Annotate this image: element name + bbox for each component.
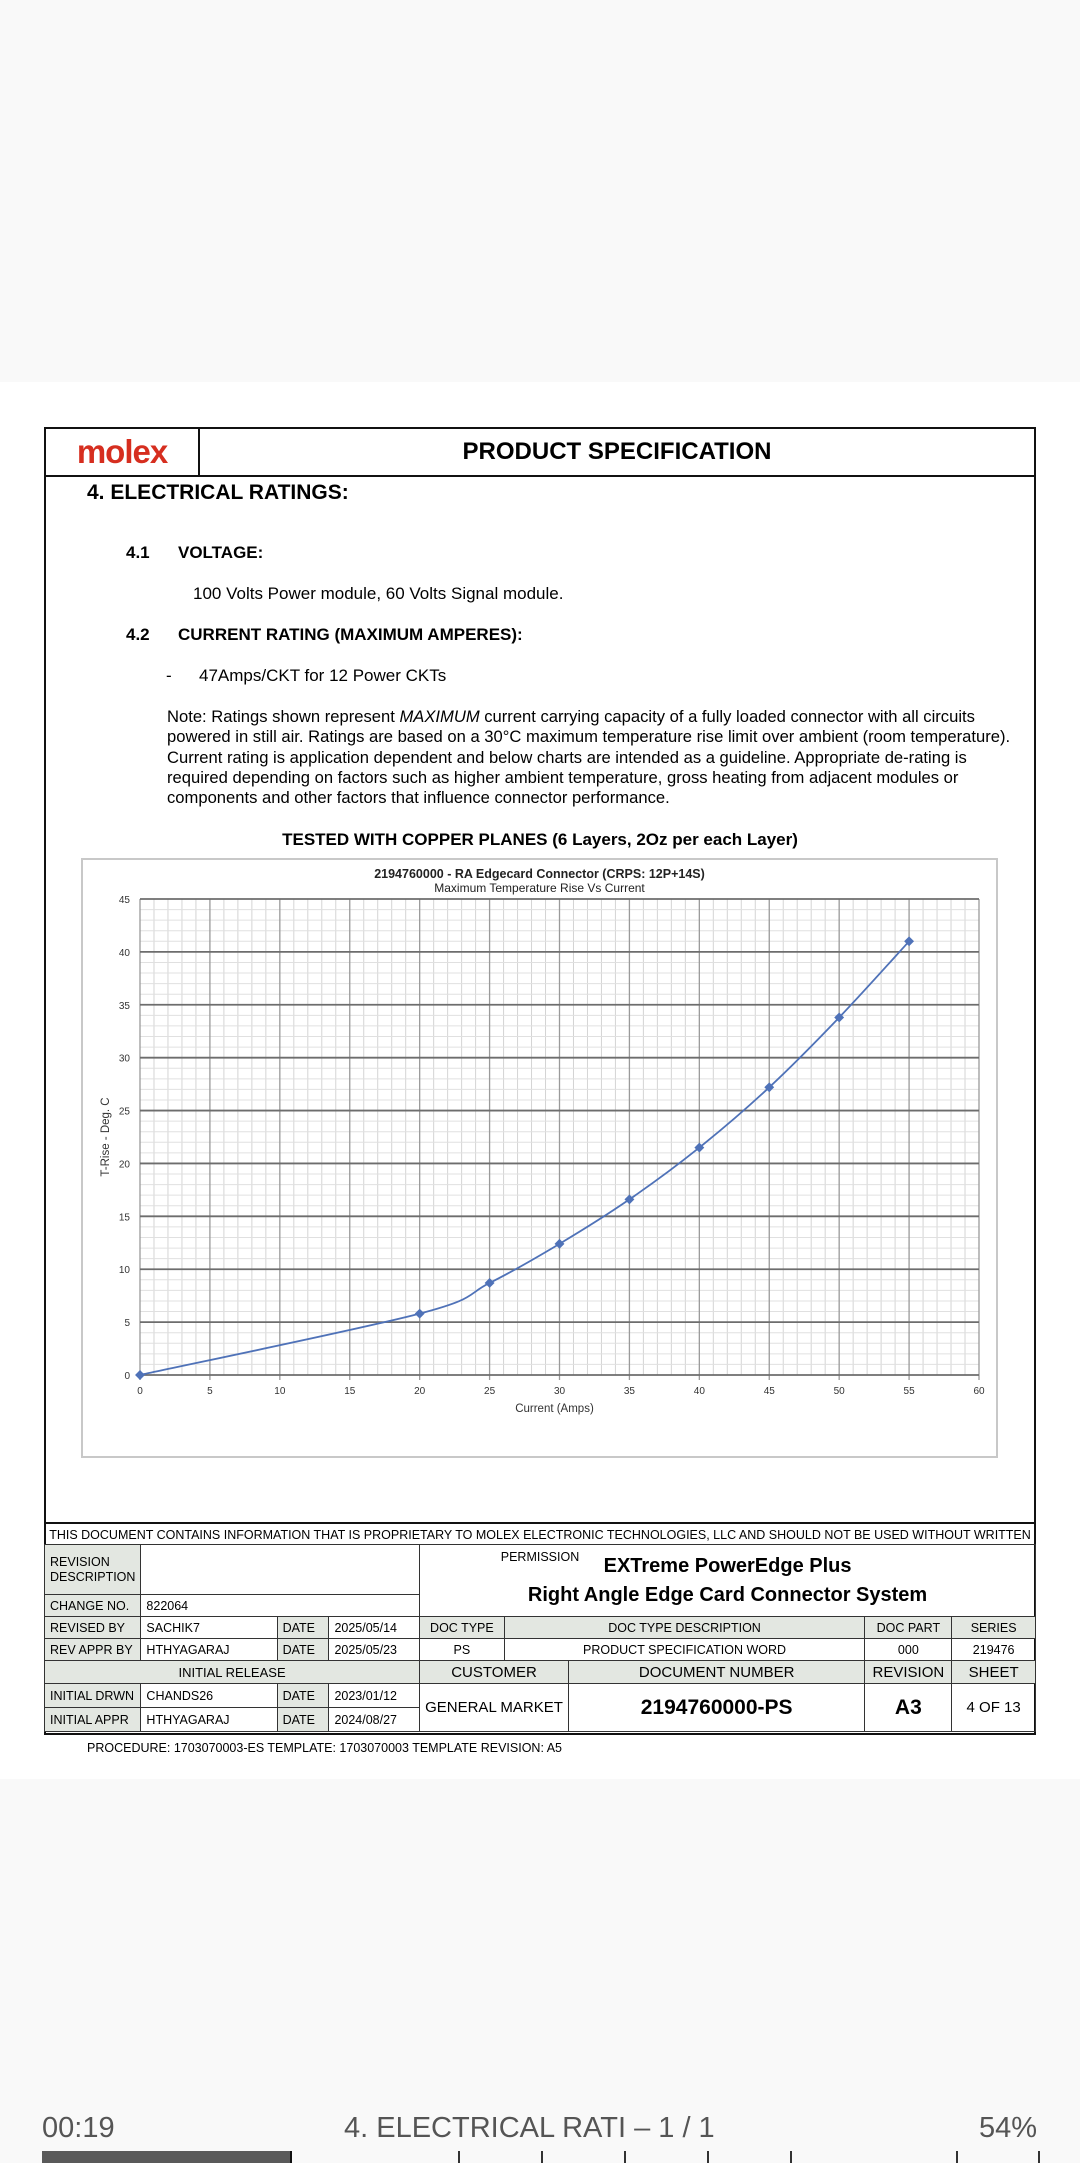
revised-by-label: REVISED BY [45, 1617, 141, 1639]
doc-type-desc-label: DOC TYPE DESCRIPTION [504, 1617, 865, 1639]
sheet-label: SHEET [952, 1661, 1036, 1684]
x-tick-label: 0 [137, 1386, 143, 1397]
section-heading: 4. ELECTRICAL RATINGS: [87, 481, 349, 504]
initial-drwn-value: CHANDS26 [141, 1684, 277, 1708]
data-point-marker [135, 1370, 145, 1380]
reader-status-bar [0, 2112, 1080, 2163]
chapter-tick [541, 2151, 543, 2163]
current-chapter-title: 4. ELECTRICAL RATI – 1 / 1 [344, 2112, 715, 2144]
chapter-tick [790, 2151, 792, 2163]
reading-progress-bar[interactable] [42, 2151, 1038, 2163]
note-body: current carrying capacity of a fully loaded connector with all circuits powered in still air. Ratings are based on a 30°C maximum temperature rise limit over ambient (room temperature). Current rating is application dependent and below charts are intended as a guideline. Appropriate de-rating is required depending on factors such as higher ambient temperature, gross heating from adjacent modules or components and other factors that influence connector performance. [167, 707, 1011, 808]
note-prefix: Note: Ratings shown represent [167, 707, 400, 726]
product-title-line2: Right Angle Edge Card Connector System [527, 1583, 928, 1606]
sheet-value: 4 OF 13 [952, 1684, 1036, 1732]
chart-plot [83, 860, 1000, 1460]
doc-type-value: PS [420, 1639, 505, 1661]
progress-fill [42, 2151, 292, 2163]
current-bullet: - [166, 666, 172, 685]
y-tick-label: 25 [118, 1106, 130, 1118]
product-title-line1: EXTreme PowerEdge Plus [603, 1554, 852, 1577]
current-number: 4.2 [126, 625, 150, 644]
y-tick-label: 10 [118, 1265, 130, 1277]
current-title: CURRENT RATING (MAXIMUM AMPERES): [178, 625, 523, 644]
y-axis-label: T-Rise - Deg. C [100, 1097, 112, 1177]
header-title: PRODUCT SPECIFICATION [462, 438, 772, 465]
proprietary-notice: THIS DOCUMENT CONTAINS INFORMATION THAT IS PROPRIETARY TO MOLEX ELECTRONIC TECHNOLOGIES, LLC AND SHOULD NOT BE USED WITHOUT WRITTEN PERMISSION [44, 1522, 1036, 1544]
rev-appr-date-label: DATE [277, 1639, 329, 1661]
initial-drwn-date-label: DATE [277, 1684, 329, 1708]
y-tick-label: 15 [118, 1212, 130, 1224]
document-header [44, 427, 1036, 477]
temperature-rise-chart [81, 858, 998, 1458]
customer-label: CUSTOMER [420, 1661, 569, 1684]
x-tick-label: 5 [207, 1386, 213, 1397]
initial-appr-date-value: 2024/08/27 [329, 1708, 420, 1732]
x-tick-label: 45 [763, 1386, 775, 1397]
document-number-value: 2194760000-PS [568, 1684, 865, 1732]
x-tick-label: 60 [973, 1386, 985, 1397]
initial-appr-value: HTHYAGARAJ [141, 1708, 277, 1732]
title-block [44, 1544, 1036, 1732]
change-no-label: CHANGE NO. [45, 1595, 141, 1617]
series-value: 219476 [952, 1639, 1036, 1661]
doc-type-label: DOC TYPE [420, 1617, 505, 1639]
x-tick-label: 30 [553, 1386, 566, 1397]
voltage-number: 4.1 [126, 543, 150, 562]
initial-drwn-label: INITIAL DRWN [45, 1684, 141, 1708]
x-tick-label: 20 [414, 1386, 426, 1397]
voltage-title: VOLTAGE: [178, 543, 264, 562]
series-label: SERIES [952, 1617, 1036, 1639]
chapter-tick [624, 2151, 626, 2163]
revision-description-label: REVISION DESCRIPTION [45, 1545, 141, 1595]
data-point-marker [555, 1239, 565, 1249]
x-tick-label: 50 [833, 1386, 845, 1397]
revised-date-value: 2025/05/14 [329, 1617, 420, 1639]
y-tick-label: 35 [118, 1000, 130, 1012]
chapter-tick [956, 2151, 958, 2163]
x-tick-label: 15 [344, 1386, 356, 1397]
rev-appr-value: HTHYAGARAJ [141, 1639, 277, 1661]
revision-description-value [141, 1545, 420, 1595]
x-tick-label: 10 [274, 1386, 286, 1397]
y-tick-label: 5 [124, 1318, 130, 1330]
clock: 00:19 [42, 2112, 115, 2144]
voltage-text: 100 Volts Power module, 60 Volts Signal module. [193, 584, 564, 603]
current-item: 47Amps/CKT for 12 Power CKTs [199, 666, 447, 685]
molex-logo: molex [76, 433, 168, 470]
chapter-tick [1038, 2151, 1040, 2163]
series-line [140, 941, 909, 1375]
y-tick-label: 20 [118, 1159, 130, 1171]
procedure-line: PROCEDURE: 1703070003-ES TEMPLATE: 1703070003 TEMPLATE REVISION: A5 [87, 1741, 562, 1755]
product-title [420, 1545, 1036, 1617]
initial-appr-date-label: DATE [277, 1708, 329, 1732]
x-axis-label: Current (Amps) [515, 1403, 594, 1415]
doc-type-desc-value: PRODUCT SPECIFICATION WORD [504, 1639, 865, 1661]
chart-title: 2194760000 - RA Edgecard Connector (CRPS: 12P+14S) [374, 867, 705, 881]
y-tick-label: 0 [124, 1371, 130, 1382]
doc-part-value: 000 [865, 1639, 952, 1661]
data-point-marker [415, 1309, 425, 1319]
doc-part-label: DOC PART [865, 1617, 952, 1639]
rev-appr-label: REV APPR BY [45, 1639, 141, 1661]
y-tick-label: 40 [118, 947, 130, 959]
ratings-note [167, 707, 1012, 808]
initial-release-label: INITIAL RELEASE [45, 1661, 420, 1684]
logo-cell [46, 429, 200, 475]
initial-drwn-date-value: 2023/01/12 [329, 1684, 420, 1708]
reading-progress-percent: 54% [978, 2112, 1037, 2144]
x-tick-label: 35 [623, 1386, 635, 1397]
revised-date-label: DATE [277, 1617, 329, 1639]
revised-by-value: SACHIK7 [141, 1617, 277, 1639]
y-tick-label: 30 [118, 1053, 130, 1065]
tested-caption: TESTED WITH COPPER PLANES (6 Layers, 2Oz per each Layer) [282, 830, 798, 849]
note-emphasis: MAXIMUM [399, 707, 480, 726]
change-no-value: 822064 [141, 1595, 420, 1617]
revision-label: REVISION [865, 1661, 952, 1684]
chart-subtitle: Maximum Temperature Rise Vs Current [434, 881, 645, 895]
y-tick-label: 45 [118, 895, 130, 906]
revision-value: A3 [865, 1684, 952, 1732]
x-tick-label: 25 [484, 1386, 496, 1397]
initial-appr-label: INITIAL APPR [45, 1708, 141, 1732]
customer-value: GENERAL MARKET [420, 1684, 569, 1732]
x-tick-label: 55 [903, 1386, 915, 1397]
rev-appr-date-value: 2025/05/23 [329, 1639, 420, 1661]
document-number-label: DOCUMENT NUMBER [568, 1661, 865, 1684]
x-tick-label: 40 [693, 1386, 705, 1397]
chapter-tick [458, 2151, 460, 2163]
chapter-tick [707, 2151, 709, 2163]
